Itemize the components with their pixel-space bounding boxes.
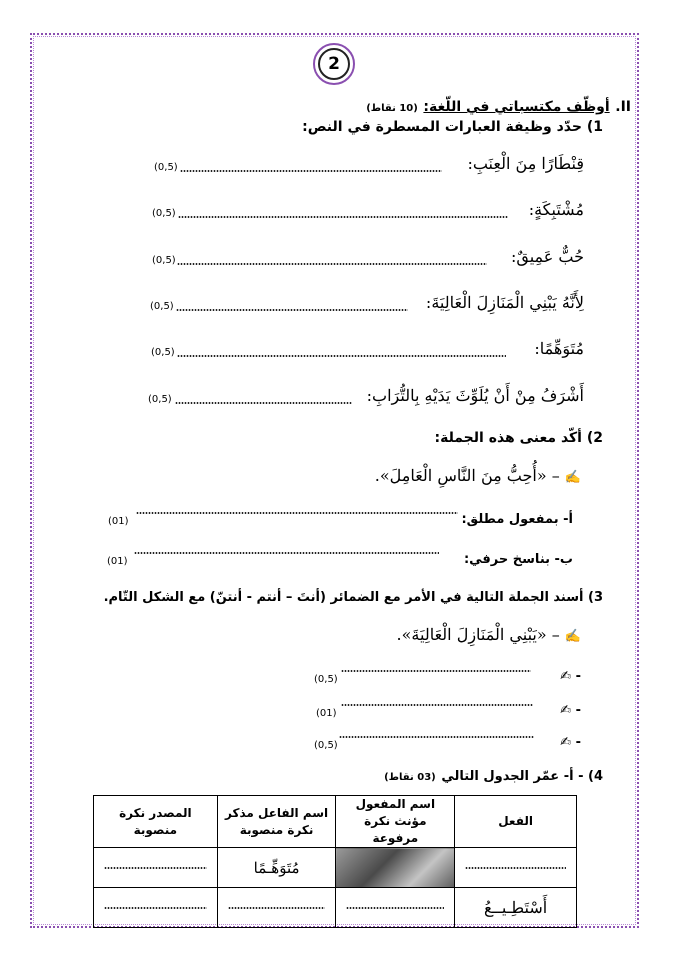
- q3-sentence: [397, 625, 581, 644]
- q2-sentence-text: – «أُحِبُّ مِنَ النَّاسِ الْعَامِلَ».: [374, 466, 560, 485]
- q1-item-4-answer-line[interactable]: [176, 309, 408, 311]
- q1-label: 1) حدّد وظيفة العبارات المسطرة في النص:: [302, 119, 603, 135]
- q2-item-b-label: ب- بناسخ حرفي:: [463, 552, 573, 567]
- table-row: [94, 848, 577, 888]
- table-header-cell: الفعل: [455, 796, 577, 848]
- table-cell-blank[interactable]: [94, 848, 218, 888]
- table-header-cell: اسم الفاعل مذكر نكرة منصوبة: [217, 796, 336, 848]
- q3-item-3-mark: (0,5): [314, 740, 338, 751]
- q1-item-6-phrase: أَشْرَفُ مِنْ أَنْ يُلَوِّثَ يَدَيْهِ بِالتُّرَابِ:: [366, 386, 584, 405]
- q3-item-2-answer-line[interactable]: [341, 704, 533, 706]
- table-row: [94, 888, 577, 928]
- q1-item-6-answer-line[interactable]: [175, 402, 352, 404]
- q3-item-2-prefix: - ✍: [560, 703, 581, 718]
- q1-item-4-mark: (0,5): [150, 301, 174, 312]
- q2-sentence: [375, 466, 581, 485]
- q2-label: 2) أكّد معنى هذه الجملة:: [434, 430, 603, 446]
- q3-sentence-text: – «يَبْنِي الْمَنَازِلَ الْعَالِيَةَ».: [396, 625, 560, 644]
- table-header-row: [94, 796, 577, 848]
- q1-item-1-phrase: قِنْطَارًا مِنَ الْعِنَبِ:: [467, 154, 584, 173]
- table-cell-blank[interactable]: [455, 848, 577, 888]
- q3-item-1-mark: (0,5): [314, 674, 338, 685]
- section-numeral: II.: [615, 99, 631, 115]
- table-cell: أَسْتَطِـيــعُ: [455, 888, 577, 928]
- q3-item-3-prefix: - ✍: [560, 735, 581, 750]
- q4-label: [384, 765, 603, 784]
- q2-item-a-mark: (01): [108, 516, 129, 527]
- q1-item-3-mark: (0,5): [152, 255, 176, 266]
- q1-item-6-mark: (0,5): [148, 394, 172, 405]
- table-cell-blank[interactable]: [217, 888, 336, 928]
- q3-item-1-prefix: - ✍: [560, 669, 581, 684]
- pen-icon: ✍: [564, 629, 581, 644]
- table-cell-shaded: [336, 848, 455, 888]
- q2-item-b-mark: (01): [107, 556, 128, 567]
- section-heading: [366, 96, 631, 115]
- q2-item-a-answer-line[interactable]: [136, 512, 458, 514]
- q2-item-b-answer-line[interactable]: [134, 552, 439, 554]
- pen-icon: ✍: [560, 703, 572, 718]
- q1-item-3-answer-line[interactable]: [177, 263, 487, 265]
- table-header-cell: المصدر نكرة منصوبة: [94, 796, 218, 848]
- q1-item-5-answer-line[interactable]: [177, 355, 506, 357]
- q1-item-2-mark: (0,5): [152, 208, 176, 219]
- page-number: 2: [318, 48, 350, 80]
- q4-label-text: 4) - أ- عمّر الجدول التالي: [441, 769, 603, 784]
- q4-points: (03 نقاط): [384, 772, 436, 783]
- section-title: أوظّف مكتسباتي في اللّغة:: [423, 99, 610, 115]
- q1-item-1-mark: (0,5): [154, 162, 178, 173]
- q1-item-2-answer-line[interactable]: [178, 216, 508, 218]
- q1-item-2-phrase: مُشْتَبِكَةٍ:: [528, 200, 584, 219]
- pen-icon: ✍: [560, 735, 572, 750]
- conjugation-table: [93, 795, 577, 928]
- q2-item-a-label: أ- بمفعول مطلق:: [461, 512, 573, 527]
- q1-item-5-phrase: مُتَوَهِّمًا:: [534, 339, 584, 358]
- pen-icon: ✍: [564, 470, 581, 485]
- page-number-badge: [313, 43, 355, 85]
- q1-item-3-phrase: حُبٌّ عَمِيقٌ:: [510, 247, 584, 266]
- q3-label: 3) أسند الجملة التالية في الأمر مع الضمائر (أنتَ – أنتم - أنتنّ) مع الشكل التّام.: [103, 590, 603, 605]
- q1-item-1-answer-line[interactable]: [180, 170, 442, 172]
- pen-icon: ✍: [560, 669, 572, 684]
- q3-item-2-mark: (01): [316, 708, 337, 719]
- table-header-cell: اسم المفعول مؤنث نكرة مرفوعة: [336, 796, 455, 848]
- q3-item-3-answer-line[interactable]: [339, 736, 534, 738]
- table-cell-blank[interactable]: [94, 888, 218, 928]
- table-cell: مُتَوَهِّـمًا: [217, 848, 336, 888]
- q3-item-1-answer-line[interactable]: [341, 670, 531, 672]
- table-cell-blank[interactable]: [336, 888, 455, 928]
- q1-item-5-mark: (0,5): [151, 347, 175, 358]
- section-points: (10 نقاط): [366, 103, 418, 114]
- q1-item-4-phrase: لِأَنَّهُ يَبْنِي الْمَنَازِلَ الْعَالِيَةَ:: [425, 293, 584, 312]
